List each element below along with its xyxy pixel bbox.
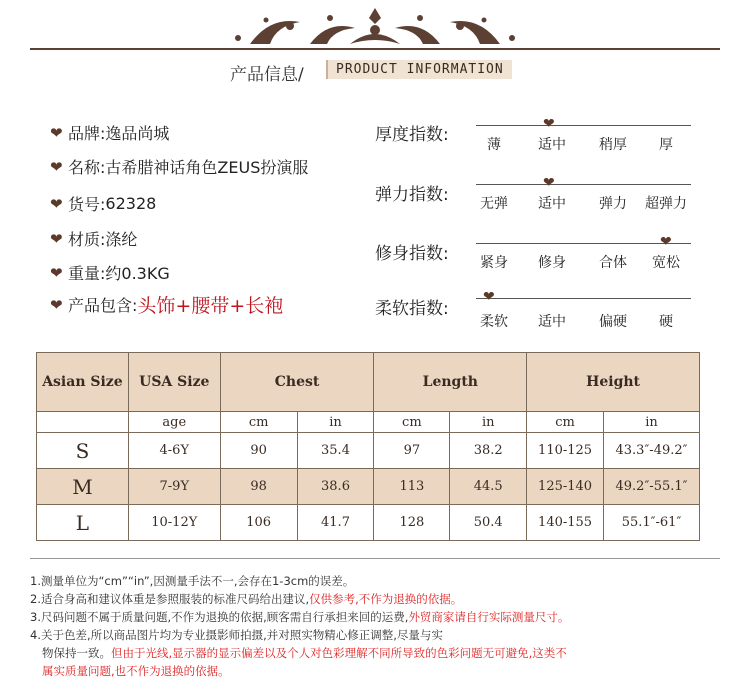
- table-cell: 140-155: [527, 505, 604, 541]
- heart-icon: ❤: [50, 194, 63, 213]
- info-label: 货号:: [68, 195, 106, 214]
- fit-marker-heart-icon: ❤: [660, 234, 672, 250]
- info-package: [50, 291, 283, 318]
- fit-option: 修身: [538, 255, 566, 271]
- table-cell: 97: [374, 433, 450, 469]
- table-row: [37, 433, 700, 469]
- size-table: [36, 352, 700, 541]
- thickness-scale-line: [476, 125, 691, 126]
- softness-option: 柔软: [480, 314, 508, 330]
- decorative-ornament: [230, 4, 520, 50]
- subheader-cell: cm: [220, 412, 297, 433]
- heart-icon: ❤: [50, 229, 63, 248]
- info-value: 头饰+腰带+长袍: [137, 295, 284, 317]
- table-cell: 43.3″-49.2″: [604, 433, 700, 469]
- note-2: 2.适合身高和建议体重是参照服装的标准尺码给出建议,仅供参考,不作为退换的依据。: [30, 592, 463, 606]
- subheader-cell: in: [450, 412, 527, 433]
- heart-icon: ❤: [50, 123, 63, 142]
- header-usa-size: USA Size: [128, 353, 220, 412]
- info-value: 涤纶: [105, 230, 138, 249]
- table-subheader-row: [37, 412, 700, 433]
- thickness-option: 适中: [538, 137, 566, 153]
- table-cell: L: [37, 505, 129, 541]
- info-weight: [50, 261, 170, 284]
- section-title-cn: 产品信息/: [230, 65, 304, 85]
- info-label: 品牌:: [68, 124, 106, 143]
- info-item-number: [50, 192, 156, 215]
- table-cell: 7-9Y: [128, 469, 220, 505]
- heart-icon: ❤: [50, 157, 63, 176]
- info-label: 重量:: [68, 264, 106, 283]
- table-cell: M: [37, 469, 129, 505]
- table-cell: 49.2″-55.1″: [604, 469, 700, 505]
- elasticity-option: 无弹: [480, 196, 508, 212]
- table-cell: 55.1″-61″: [604, 505, 700, 541]
- section-title-en: PRODUCT INFORMATION: [326, 60, 512, 79]
- softness-option: 硬: [659, 314, 673, 330]
- info-name: [50, 155, 308, 178]
- info-brand: [50, 121, 169, 144]
- table-cell: S: [37, 433, 129, 469]
- table-cell: 4-6Y: [128, 433, 220, 469]
- info-label: 材质:: [68, 230, 106, 249]
- table-cell: 125-140: [527, 469, 604, 505]
- heart-icon: ❤: [50, 263, 63, 282]
- heart-icon: ❤: [50, 295, 63, 314]
- table-row: [37, 469, 700, 505]
- fit-option: 宽松: [652, 255, 680, 271]
- elasticity-option: 超弹力: [645, 196, 687, 212]
- table-cell: 128: [374, 505, 450, 541]
- header-height: Height: [527, 353, 700, 412]
- table-cell: 90: [220, 433, 297, 469]
- elasticity-option: 适中: [538, 196, 566, 212]
- subheader-cell: age: [128, 412, 220, 433]
- notes-section: [30, 572, 569, 680]
- elasticity-scale-line: [476, 184, 691, 185]
- info-label: 名称:: [68, 158, 106, 177]
- bottom-divider: [30, 558, 720, 559]
- header-chest: Chest: [220, 353, 374, 412]
- fit-option: 合体: [599, 255, 627, 271]
- header-length: Length: [374, 353, 527, 412]
- info-value: 约0.3KG: [105, 264, 170, 283]
- note-4: 4.关于色差,所以商品图片均为专业摄影师拍摄,并对照实物精心修正调整,尽量与实: [30, 628, 443, 642]
- subheader-cell: in: [297, 412, 374, 433]
- subheader-cell: in: [604, 412, 700, 433]
- info-label: 产品包含:: [68, 296, 138, 315]
- table-cell: 38.2: [450, 433, 527, 469]
- thickness-option: 厚: [659, 137, 673, 153]
- softness-marker-heart-icon: ❤: [483, 289, 495, 305]
- elasticity-option: 弹力: [599, 196, 627, 212]
- note-4-cont: 物保持一致。但由于光线,显示器的显示偏差以及个人对色彩理解不同所导致的色彩问题无可避免,这类不: [42, 646, 567, 660]
- thickness-option: 薄: [487, 137, 501, 153]
- softness-option: 适中: [538, 314, 566, 330]
- elasticity-marker-heart-icon: ❤: [543, 175, 555, 191]
- info-value: 古希腊神话角色ZEUS扮演服: [105, 158, 309, 177]
- table-cell: 44.5: [450, 469, 527, 505]
- elasticity-label: 弹力指数:: [375, 185, 449, 205]
- subheader-cell: [37, 412, 129, 433]
- table-cell: 35.4: [297, 433, 374, 469]
- info-value: 逸品尚城: [105, 124, 170, 143]
- note-1: 1.测量单位为“cm”“in”,因测量手法不一,会存在1-3cm的误差。: [30, 574, 355, 588]
- thickness-option: 稍厚: [599, 137, 627, 153]
- table-cell: 106: [220, 505, 297, 541]
- thickness-label: 厚度指数:: [375, 125, 449, 145]
- table-cell: 98: [220, 469, 297, 505]
- table-cell: 10-12Y: [128, 505, 220, 541]
- softness-label: 柔软指数:: [375, 299, 449, 319]
- table-cell: 110-125: [527, 433, 604, 469]
- table-row: [37, 505, 700, 541]
- softness-option: 偏硬: [599, 314, 627, 330]
- table-cell: 113: [374, 469, 450, 505]
- table-header-row: [37, 353, 700, 412]
- fit-scale-line: [476, 243, 691, 244]
- fit-option: 紧身: [480, 255, 508, 271]
- thickness-marker-heart-icon: ❤: [543, 116, 555, 132]
- subheader-cell: cm: [374, 412, 450, 433]
- table-cell: 38.6: [297, 469, 374, 505]
- header-asian-size: Asian Size: [37, 353, 129, 412]
- note-4-end: 属实质量问题,也不作为退换的依据。: [42, 664, 230, 678]
- softness-scale-line: [476, 298, 691, 299]
- fit-label: 修身指数:: [375, 244, 449, 264]
- table-cell: 50.4: [450, 505, 527, 541]
- note-3: 3.尺码问题不属于质量问题,不作为退换的依据,顾客需自行承担来回的运费,外贸商家请自行实际测量尺寸。: [30, 610, 570, 624]
- table-cell: 41.7: [297, 505, 374, 541]
- info-material: [50, 227, 137, 250]
- info-value: 62328: [105, 194, 157, 213]
- subheader-cell: cm: [527, 412, 604, 433]
- top-divider: [30, 48, 720, 50]
